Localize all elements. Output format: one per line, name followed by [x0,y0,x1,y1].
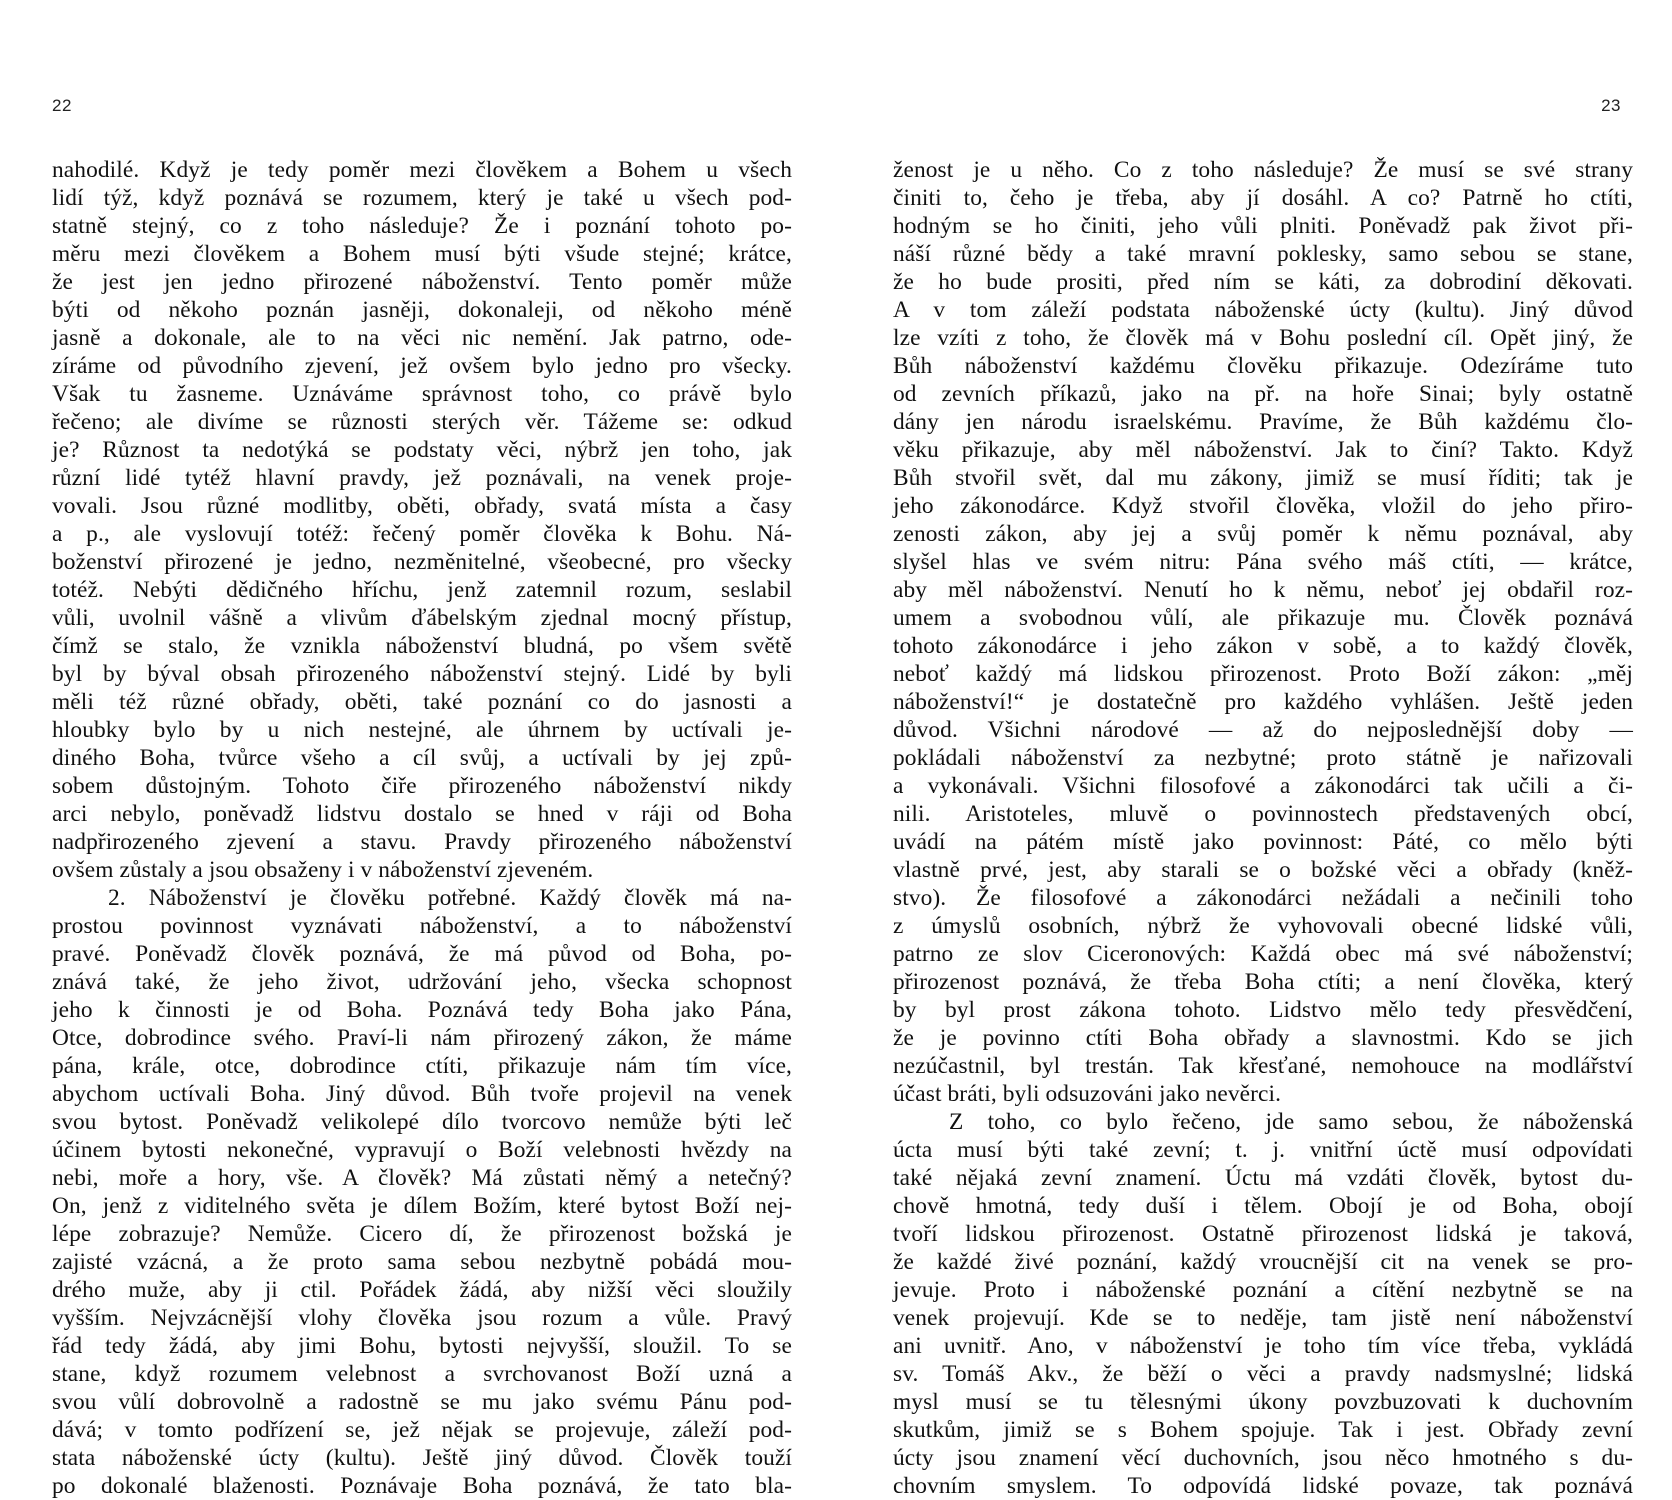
text-line: a p., ale vyslovují totéž: řečený poměr člověka k Bohu. Ná- [52,521,792,547]
text-line: svou vůlí dobrovolně a radostně se mu jako svému Pánu pod- [52,1389,792,1415]
text-line: Otce, dobrodince svého. Praví-li nám přirozený zákon, že máme [52,1025,792,1051]
text-line: Však tu žasneme. Uznáváme správnost toho, co právě bylo [52,381,792,407]
text-line: totéž. Nebýti dědičného hříchu, jenž zatemnil rozum, seslabil [52,577,792,603]
page-body [893,156,1633,1500]
text-line: Bůh náboženství každému člověku přikazuje. Odezíráme tuto [893,353,1633,379]
page-number: 22 [52,96,72,115]
text-line: chovním smyslem. To odpovídá lidské povaze, tak poznává [893,1473,1633,1499]
text-line: umem a svobodnou vůlí, ale přikazuje mu. Člověk poznává [893,605,1633,631]
text-line: arci nebylo, poněvadž lidstvu dostalo se hned v ráji od Boha [52,801,792,827]
text-line: náboženství!“ je dostatečně pro každého vyhlášen. Ještě jeden [893,689,1633,715]
text-line: lépe zobrazuje? Nemůže. Cicero dí, že přirozenost božská je [52,1221,792,1247]
text-line: že jest jen jedno přirozené náboženství. Tento poměr může [52,269,792,295]
text-line: od zevních příkazů, jako na př. na hoře Sinai; byly ostatně [893,381,1633,407]
text-line: znává také, že jeho život, udržování jeho, všecka schopnost [52,969,792,995]
text-line: nadpřirozeného zjevení a stavu. Pravdy přirozeného náboženství [52,829,792,855]
text-line: vlastně prvé, jest, aby starali se o božské věci a obřady (kněž- [893,857,1633,883]
text-line: účast bráti, byli odsuzováni jako nevěrci. [893,1081,1282,1107]
text-line: ženost je u něho. Co z toho následuje? Že musí se své strany [893,157,1633,183]
text-line: jasně a dokonale, ale to na věci nic nemění. Jak patrno, ode- [52,325,792,351]
text-line: A v tom záleží podstata náboženské úcty (kultu). Jiný důvod [893,297,1633,323]
text-line: byl by býval obsah přirozeného náboženství stejný. Lidé by byli [52,661,792,687]
text-line: Bůh stvořil svět, dal mu zákony, jimiž se musí říditi; tak je [893,465,1633,491]
text-line: také nějaká zevní znamení. Úctu má vzdáti člověk, bytost du- [893,1165,1633,1191]
text-line: náší různé bědy a také mravní poklesky, samo sebou se stane, [893,241,1633,267]
text-line: z úmyslů osobních, nýbrž že vyhovovali obecné lidské vůli, [893,913,1633,939]
text-line: zíráme od původního zjevení, jež ovšem bylo jedno pro všecky. [52,353,792,379]
text-line: aby měl náboženství. Nenutí ho k němu, neboť jej obdařil roz- [893,577,1633,603]
text-line: prostou povinnost vyznávati náboženství, a to náboženství [52,913,792,939]
text-line: svou bytost. Poněvadž velikolepé dílo tvorcovo nemůže býti leč [52,1109,792,1135]
right-page [893,0,1633,1500]
text-line: uvádí na pátém místě jako povinnost: Páté, co mělo býti [893,829,1633,855]
text-line: Z toho, co bylo řečeno, jde samo sebou, že náboženská [949,1109,1633,1135]
page-number: 23 [1601,96,1621,115]
text-line: hloubky bylo by u nich nestejné, ale úhrnem by uctívali je- [52,717,792,743]
text-line: stata náboženské úcty (kultu). Ještě jiný důvod. Člověk touží [52,1445,792,1471]
text-line: mysl musí se tu tělesnými úkony povzbuzovati k duchovním [893,1389,1633,1415]
text-line: jeho k činnosti je od Boha. Poznává tedy Boha jako Pána, [52,997,792,1023]
text-line: 2. Náboženství je člověku potřebné. Každý člověk má na- [108,885,792,911]
text-line: činiti to, čeho je třeba, aby jí dosáhl. A co? Patrně ho ctíti, [893,185,1633,211]
text-line: čímž se stalo, že vznikla náboženství bludná, po všem světě [52,633,792,659]
text-line: a vykonávali. Všichni filosofové a zákonodárci tak učili a či- [893,773,1633,799]
text-line: stvo). Že filosofové a zákonodárci nežádali a nečinili toho [893,885,1633,911]
text-line: skutkům, jimiž se s Bohem spojuje. Tak i jest. Obřady zevní [893,1417,1633,1443]
text-line: chově hmotná, tedy duší i tělem. Obojí je od Boha, obojí [893,1193,1633,1219]
text-line: nebi, moře a hory, vše. A člověk? Má zůstati němý a netečný? [52,1165,792,1191]
text-line: sv. Tomáš Akv., že běží o věci a pravdy nadsmyslné; lidská [893,1361,1633,1387]
text-line: tvoří lidskou přirozenost. Ostatně přirozenost lidská je taková, [893,1221,1633,1247]
text-line: že ho bude prositi, před ním se káti, za dobrodiní děkovati. [893,269,1633,295]
text-line: pána, krále, otce, dobrodince ctíti, přikazuje nám tím více, [52,1053,792,1079]
text-line: On, jenž z viditelného světa je dílem Božím, které bytost Boží nej- [52,1193,792,1219]
text-line: ani uvnitř. Ano, v náboženství je toho tím více třeba, vykládá [893,1333,1633,1359]
text-line: statně stejný, co z toho následuje? Že i poznání tohoto po- [52,213,792,239]
text-line: drého muže, aby ji ctil. Pořádek žádá, aby nižší věci sloužily [52,1277,792,1303]
text-line: by byl prost zákona tohoto. Lidstvo mělo tedy přesvědčení, [893,997,1633,1023]
text-line: sobem důstojným. Tohoto čiře přirozeného náboženství nikdy [52,773,792,799]
text-line: důvod. Všichni národové — až do nejposlednější doby — [893,717,1633,743]
text-line: diného Boha, tvůrce všeho a cíl svůj, a uctívali by jej způ- [52,745,792,771]
text-line: zajisté vzácná, a že proto sama sebou nezbytně pobádá mou- [52,1249,792,1275]
text-line: patrno ze slov Ciceronových: Každá obec má své náboženství; [893,941,1633,967]
left-page [52,0,792,1500]
text-line: stane, když rozumem velebnost a svrchovanost Boží uzná a [52,1361,792,1387]
text-line: boženství přirozené je jedno, nezměnitelné, všeobecné, pro všecky [52,549,792,575]
text-line: hodným se ho činiti, jeho vůli plniti. Poněvadž pak život při- [893,213,1633,239]
text-line: abychom uctívali Boha. Jiný důvod. Bůh tvoře projevil na venek [52,1081,792,1107]
text-line: řád tedy žádá, aby jimi Bohu, bytosti nejvyšší, sloužil. To se [52,1333,792,1359]
text-line: jevuje. Proto i náboženské poznání a cítění nezbytně se na [893,1277,1633,1303]
text-line: vůli, uvolnil vášně a vlivům ďábelským zjednal mocný přístup, [52,605,792,631]
text-line: různí lidé tytéž hlavní pravdy, jež poznávali, na venek proje- [52,465,792,491]
text-line: účinem bytosti nekonečné, vypravují o Boží velebnosti hvězdy na [52,1137,792,1163]
text-line: neboť každý má lidskou přirozenost. Proto Boží zákon: „měj [893,661,1633,687]
text-line: býti od někoho poznán jasněji, dokonaleji, od někoho méně [52,297,792,323]
text-line: věku přikazuje, aby měl náboženství. Jak to činí? Takto. Když [893,437,1633,463]
text-line: měru mezi člověkem a Bohem musí býti všude stejné; krátce, [52,241,792,267]
text-line: řečeno; ale divíme se různosti sterých věr. Tážeme se: odkud [52,409,792,435]
text-line: dány jen národu israelskému. Pravíme, že Bůh každému člo- [893,409,1633,435]
text-line: že je povinno ctíti Boha obřady a slavnostmi. Kdo se jich [893,1025,1633,1051]
text-line: je? Různost ta nedotýká se podstaty věci, nýbrž jen toho, jak [52,437,792,463]
text-line: úcta musí býti také zevní; t. j. vnitřní úctě musí odpovídati [893,1137,1633,1163]
text-line: ovšem zůstaly a jsou obsaženy i v náboženství zjeveném. [52,857,594,883]
text-line: lze vzíti z toho, že člověk má v Bohu poslední cíl. Opět jiný, že [893,325,1633,351]
text-line: měli též různé obřady, oběti, také poznání co do jasnosti a [52,689,792,715]
text-line: tohoto zákonodárce i jeho zákon v sobě, a to každý člověk, [893,633,1633,659]
text-line: že každé živé poznání, každý vroucnější cit na venek se pro- [893,1249,1633,1275]
text-line: pokládali náboženství za nezbytné; proto státně je nařizovali [893,745,1633,771]
text-line: nili. Aristoteles, mluvě o povinnostech představených obcí, [893,801,1633,827]
text-line: přirozenost poznává, že třeba Boha ctíti; a není člověka, který [893,969,1633,995]
text-line: po dokonalé blaženosti. Poznávaje Boha poznává, že tato bla- [52,1473,792,1499]
text-line: jeho zákonodárce. Když stvořil člověka, vložil do jeho přiro- [893,493,1633,519]
page-body [52,156,792,1500]
text-line: pravé. Poněvadž člověk poznává, že má původ od Boha, po- [52,941,792,967]
text-line: nahodilé. Když je tedy poměr mezi člověkem a Bohem u všech [52,157,792,183]
text-line: lidí týž, když poznává se rozumem, který je také u všech pod- [52,185,792,211]
text-line: zenosti zákon, aby jej a svůj poměr k němu poznával, aby [893,521,1633,547]
text-line: nezúčastnil, byl trestán. Tak křesťané, nemohouce na modlářství [893,1053,1633,1079]
text-line: vovali. Jsou různé modlitby, oběti, obřady, svatá místa a časy [52,493,792,519]
text-line: venek projevují. Kde se to neděje, tam jistě není náboženství [893,1305,1633,1331]
text-line: vyšším. Nejvzácnější vlohy člověka jsou rozum a vůle. Pravý [52,1305,792,1331]
text-line: úcty jsou znamení věcí duchovních, jsou něco hmotného s du- [893,1445,1633,1471]
text-line: slyšel hlas ve svém nitru: Pána svého máš ctíti, — krátce, [893,549,1633,575]
text-line: dává; v tomto podřízení se, jež nějak se projevuje, záleží pod- [52,1417,792,1443]
